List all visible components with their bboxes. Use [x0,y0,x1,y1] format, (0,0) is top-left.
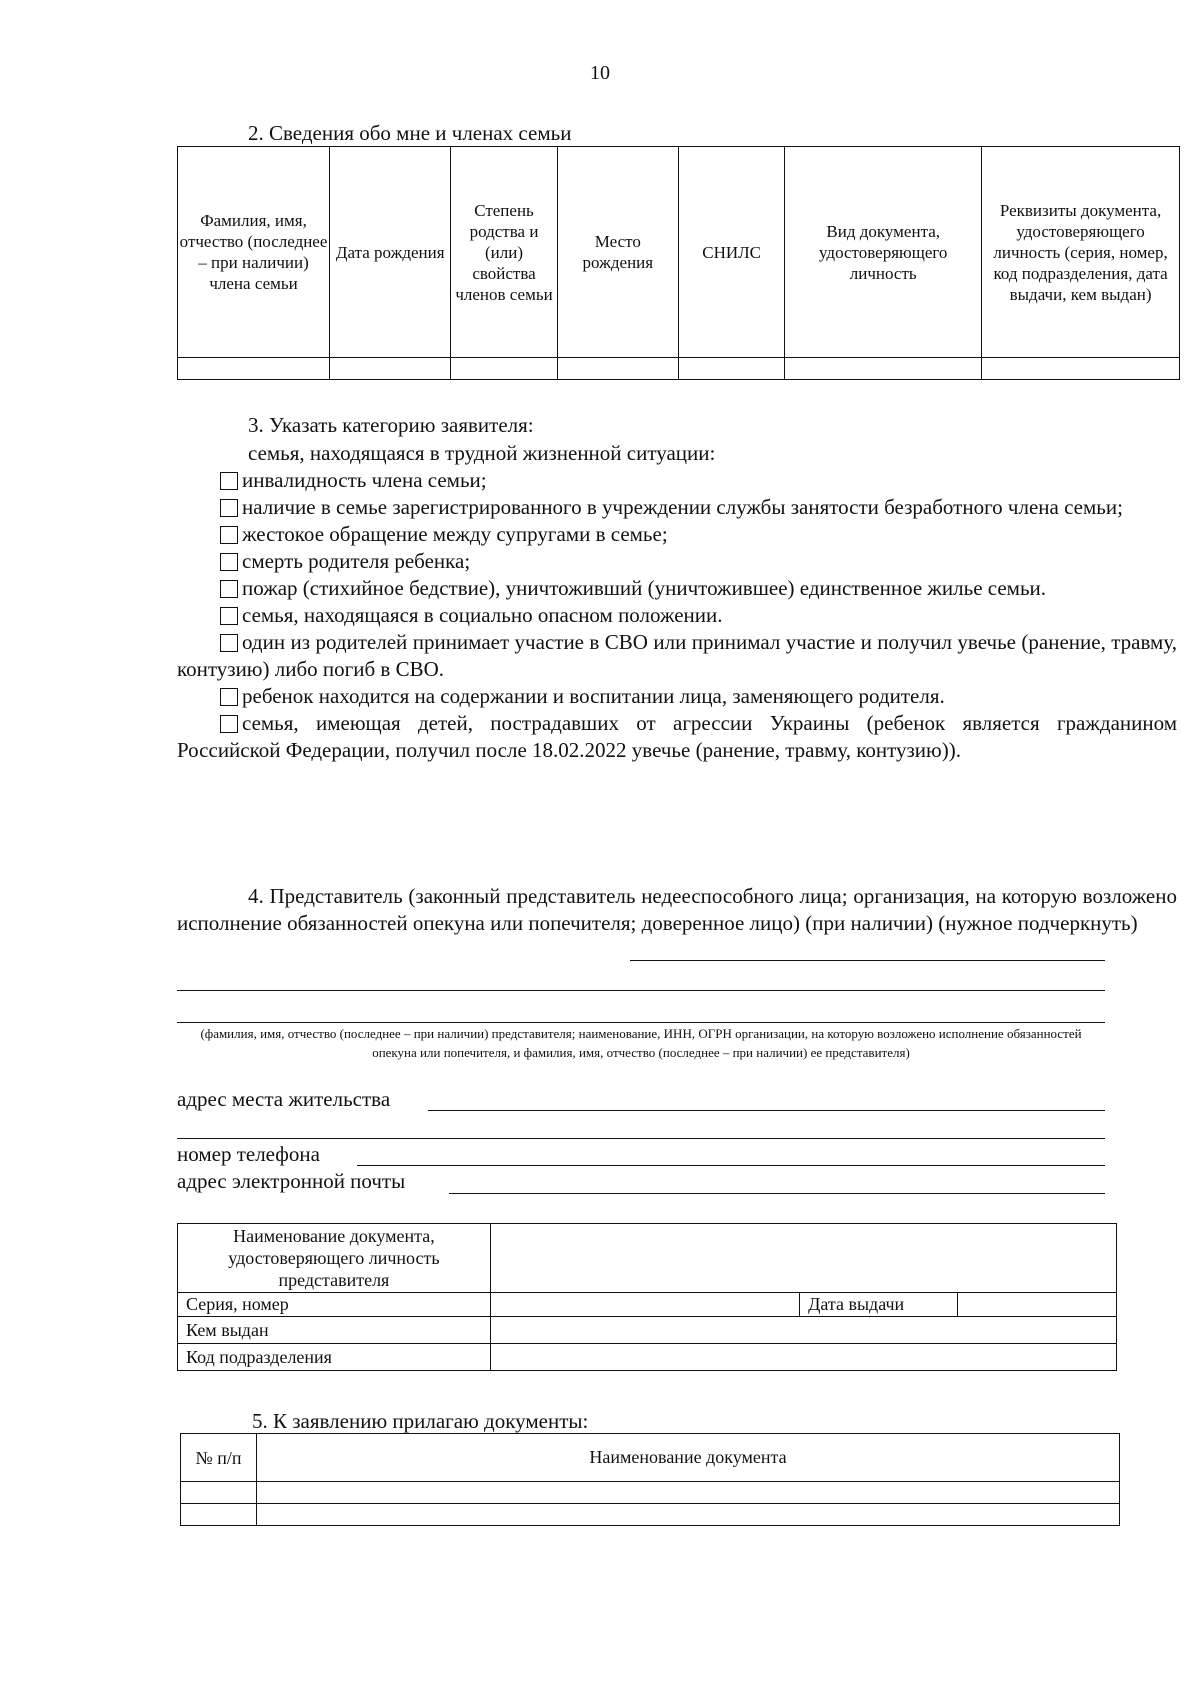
cell-input[interactable] [785,358,982,380]
representative-doc-table [177,1223,1117,1371]
representative-field-2[interactable] [177,990,1105,991]
representative-field[interactable] [630,960,1105,961]
code-label: Код подразделения [178,1344,491,1371]
category-option-7: один из родителей принимает участие в СВО или принимал участие и получил увечье (ранение, травму, контузию) либо погиб в СВО. [177,630,1177,681]
cell-input[interactable] [982,358,1180,380]
phone-field[interactable] [357,1165,1105,1166]
checkbox[interactable] [220,499,238,517]
cell-input[interactable] [451,358,557,380]
category-option-2: наличие в семье зарегистрированного в учреждении службы занятости безработного члена семьи; [177,494,1177,521]
table-row [181,1504,1120,1526]
issue-date-input[interactable] [957,1293,1116,1317]
cell-input[interactable] [181,1504,257,1526]
email-label: адрес электронной почты [177,1169,406,1193]
col-snils: СНИЛС [678,147,784,358]
category-option-8: ребенок находится на содержании и воспитании лица, заменяющего родителя. [177,683,1177,710]
checkbox[interactable] [220,688,238,706]
checkbox[interactable] [220,607,238,625]
checkbox[interactable] [220,580,238,598]
cell-input[interactable] [678,358,784,380]
section4-text: 4. Представитель (законный представитель недееспособного лица; организация, на которую возложено исполнение обязанностей опекуна или попечителя; доверенное лицо) (при наличии) (нужное подчеркнуть) [177,884,1177,935]
col-doc-details: Реквизиты документа, удостоверяющего личность (серия, номер, код подразделения, дата выдачи, кем выдан) [982,147,1180,358]
section5-title: 5. К заявлению прилагаю документы: [252,1409,589,1433]
issued-by-label: Кем выдан [178,1317,491,1344]
checkbox[interactable] [220,553,238,571]
section2-title: 2. Сведения обо мне и членах семьи [248,121,572,145]
col-number: № п/п [181,1434,257,1482]
checkbox[interactable] [220,472,238,490]
checkbox[interactable] [220,634,238,652]
table-row [181,1482,1120,1504]
page-number: 10 [590,62,610,84]
attachments-table [180,1433,1120,1526]
table-row [178,358,1180,380]
col-relation: Степень родства и (или) свойства членов семьи [451,147,557,358]
category-option-5: пожар (стихийное бедствие), уничтоживший (уничтожившее) единственное жилье семьи. [177,575,1177,602]
series-input[interactable] [490,1293,799,1317]
issue-date-label: Дата выдачи [800,1293,958,1317]
category-option-1: инвалидность члена семьи; [177,467,1177,494]
doc-name-input[interactable] [490,1224,1116,1293]
cell-input[interactable] [257,1504,1120,1526]
cell-input[interactable] [257,1482,1120,1504]
category-option-9: семья, имеющая детей, пострадавших от агрессии Украины (ребенок является гражданином Российской Федерации, получил после 18.02.2022 увечье (ранение, травму, контузию)). [177,711,1177,762]
cell-input[interactable] [181,1482,257,1504]
issued-by-input[interactable] [490,1317,1116,1344]
cell-input[interactable] [330,358,451,380]
code-input[interactable] [490,1344,1116,1371]
col-birthplace: Место рождения [557,147,678,358]
phone-label: номер телефона [177,1142,320,1166]
address-label: адрес места жительства [177,1087,391,1111]
col-doc-name: Наименование документа [257,1434,1120,1482]
section3-title: 3. Указать категорию заявителя: [248,413,534,437]
series-label: Серия, номер [178,1293,491,1317]
checkbox[interactable] [220,715,238,733]
representative-caption: (фамилия, имя, отчество (последнее – при наличии) представителя; наименование, ИНН, ОГРН организации, на которую возложено исполнение обязанностей опекуна или попечителя, и фамилия, имя, отчество (последнее – при наличии) ее представителя) [200,1026,1082,1060]
address-field[interactable] [428,1110,1105,1111]
doc-name-label: Наименование документа, удостоверяющего личность представителя [178,1224,491,1293]
family-table [177,146,1180,380]
representative-field-3[interactable] [177,1022,1105,1023]
checkbox[interactable] [220,526,238,544]
category-option-6: семья, находящаяся в социально опасном положении. [177,602,1177,629]
category-option-3: жестокое обращение между супругами в семье; [177,521,1177,548]
email-field[interactable] [449,1193,1105,1194]
section3-subtitle: семья, находящаяся в трудной жизненной ситуации: [248,441,716,465]
category-option-4: смерть родителя ребенка; [177,548,1177,575]
col-doc-type: Вид документа, удостоверяющего личность [785,147,982,358]
cell-input[interactable] [178,358,330,380]
address-field-2[interactable] [177,1138,1105,1139]
category-list [177,467,1177,764]
cell-input[interactable] [557,358,678,380]
col-fio: Фамилия, имя, отчество (последнее – при наличии) члена семьи [178,147,330,358]
col-birthdate: Дата рождения [330,147,451,358]
